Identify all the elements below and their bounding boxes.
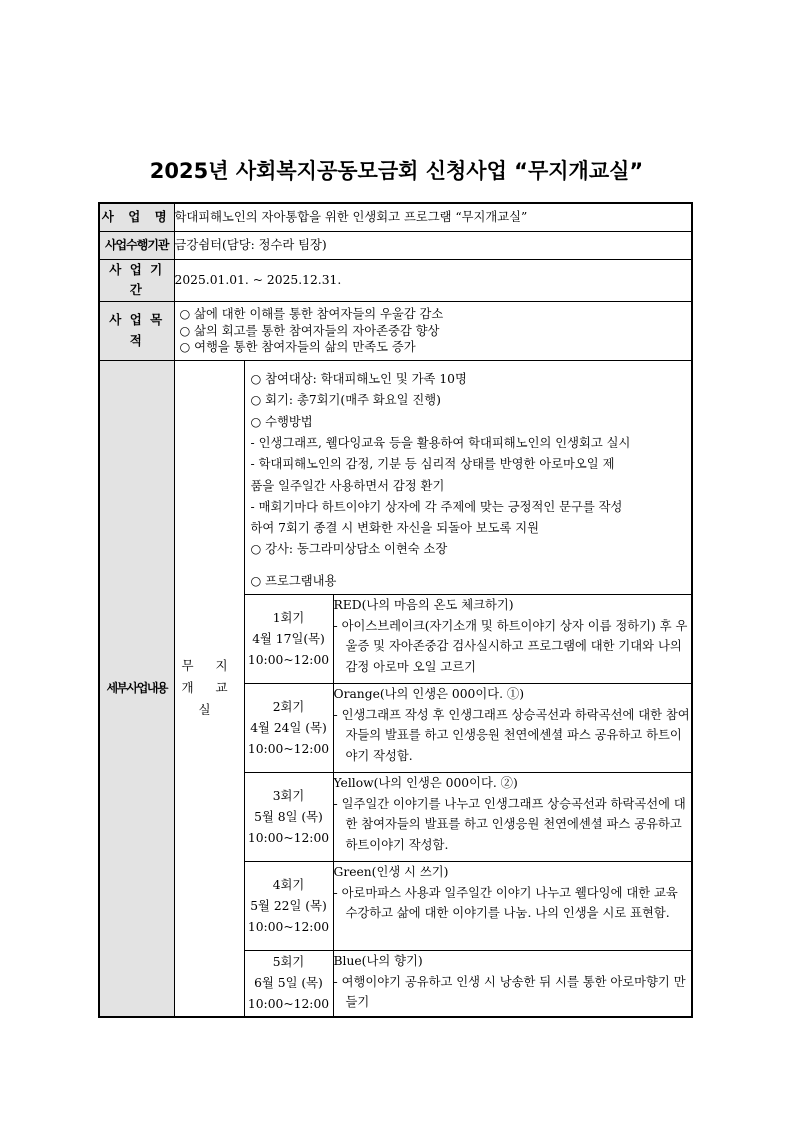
purpose-item: ○ 여행을 통한 참여자들의 삶의 만족도 증가 [179, 340, 416, 355]
session-3-content [333, 773, 692, 862]
session-2-content [333, 684, 692, 773]
session-number: 4회기 [272, 877, 305, 892]
session-5-time [244, 951, 333, 1017]
details-intro [244, 361, 692, 595]
session-number: 2회기 [272, 699, 305, 714]
intro-line: ○ 강사: 동그라미상담소 이현숙 소장 [250, 542, 448, 557]
period-value: 2025.01.01. ~ 2025.12.31. [174, 259, 692, 302]
session-time: 10:00~12:00 [247, 996, 330, 1011]
session-1-content [333, 595, 692, 684]
project-name-label: 사 업 명 [99, 203, 174, 231]
session-number: 1회기 [272, 610, 305, 625]
intro-line: ○ 수행방법 [250, 414, 313, 429]
intro-line: - 인생그래프, 웰다잉교육 등을 활용하여 학대피해노인의 인생회고 실시 [250, 435, 631, 450]
session-time: 10:00~12:00 [247, 830, 330, 845]
organization-value: 금강쉼터(담당: 정수라 팀장) [174, 231, 692, 259]
session-number: 3회기 [272, 788, 305, 803]
project-table [98, 202, 693, 1018]
session-title: Yellow(나의 인생은 000이다. ②) [333, 776, 518, 791]
details-label: 세부사업내용 [99, 361, 174, 1017]
details-category: 무 지 개 교 실 [174, 361, 244, 1017]
session-desc: - 아이스브레이크(자기소개 및 하트이야기 상자 이름 정하기) 후 우울증 및 자아존중감 검사실시하고 프로그램에 대한 기대와 나의 감정 아로마 오일 고르기 [333, 618, 688, 674]
session-2-time [244, 684, 333, 773]
purpose-label: 사 업 목 적 [99, 302, 174, 361]
session-desc: - 아로마파스 사용과 일주일간 이야기 나누고 웰다잉에 대한 교육 수강하고 삶에 대한 이야기를 나눔. 나의 인생을 시로 표현함. [333, 885, 678, 921]
intro-line: 품을 일주일간 사용하면서 감정 환기 [250, 478, 445, 493]
session-desc: - 일주일간 이야기를 나누고 인생그래프 상승곡선과 하락곡선에 대한 참여자들의 발표를 하고 인생응원 천연에센셜 파스 공유하고 하트이야기 작성함. [333, 796, 686, 852]
purpose-item: ○ 삶의 회고를 통한 참여자들의 자아존중감 향상 [179, 323, 440, 338]
session-time: 10:00~12:00 [247, 741, 330, 756]
program-heading: ○ 프로그램내용 [250, 573, 337, 588]
session-5-content [333, 951, 692, 1017]
intro-line: - 매회기마다 하트이야기 상자에 각 주제에 맞는 긍정적인 문구를 작성 [250, 499, 623, 514]
session-title: RED(나의 마음의 온도 체크하기) [333, 598, 514, 613]
session-4-time [244, 862, 333, 951]
intro-line: ○ 회기: 총7회기(매주 화요일 진행) [250, 393, 441, 408]
session-3-time [244, 773, 333, 862]
session-desc: - 인생그래프 작성 후 인생그래프 상승곡선과 하락곡선에 대한 참여자들의 발표를 하고 인생응원 천연에센셜 파스 공유하고 하트이야기 작성함. [333, 707, 690, 763]
session-date: 4월 17일(목) [252, 631, 325, 646]
session-number: 5회기 [272, 954, 305, 969]
session-4-content [333, 862, 692, 951]
period-label: 사 업 기 간 [99, 259, 174, 302]
purpose-list [174, 302, 692, 361]
page-title: 2025년 사회복지공동모금회 신청사업 “무지개교실” [149, 159, 644, 183]
purpose-item: ○ 삶에 대한 이해를 통한 참여자들의 우울감 감소 [179, 307, 444, 322]
session-time: 10:00~12:00 [247, 652, 330, 667]
intro-line: - 학대피해노인의 감정, 기분 등 심리적 상태를 반영한 아로마오일 제 [250, 457, 615, 472]
session-date: 4월 24일 (목) [250, 720, 327, 735]
intro-line: ○ 참여대상: 학대피해노인 및 가족 10명 [250, 372, 467, 387]
session-title: Orange(나의 인생은 000이다. ①) [333, 687, 525, 702]
session-date: 5월 8일 (목) [254, 809, 323, 824]
session-title: Green(인생 시 쓰기) [333, 865, 449, 880]
session-date: 5월 22일 (목) [250, 898, 327, 913]
session-title: Blue(나의 향기) [333, 954, 423, 969]
project-name-value: 학대피해노인의 자아통합을 위한 인생회고 프로그램 “무지개교실” [174, 203, 692, 231]
session-time: 10:00~12:00 [247, 919, 330, 934]
organization-label: 사업수행기관 [99, 231, 174, 259]
session-1-time [244, 595, 333, 684]
session-desc: - 여행이야기 공유하고 인생 시 낭송한 뒤 시를 통한 아로마향기 만들기 [333, 974, 686, 1010]
intro-line: 하여 7회기 종결 시 변화한 자신을 되돌아 보도록 지원 [250, 521, 540, 536]
session-date: 6월 5일 (목) [254, 975, 323, 990]
